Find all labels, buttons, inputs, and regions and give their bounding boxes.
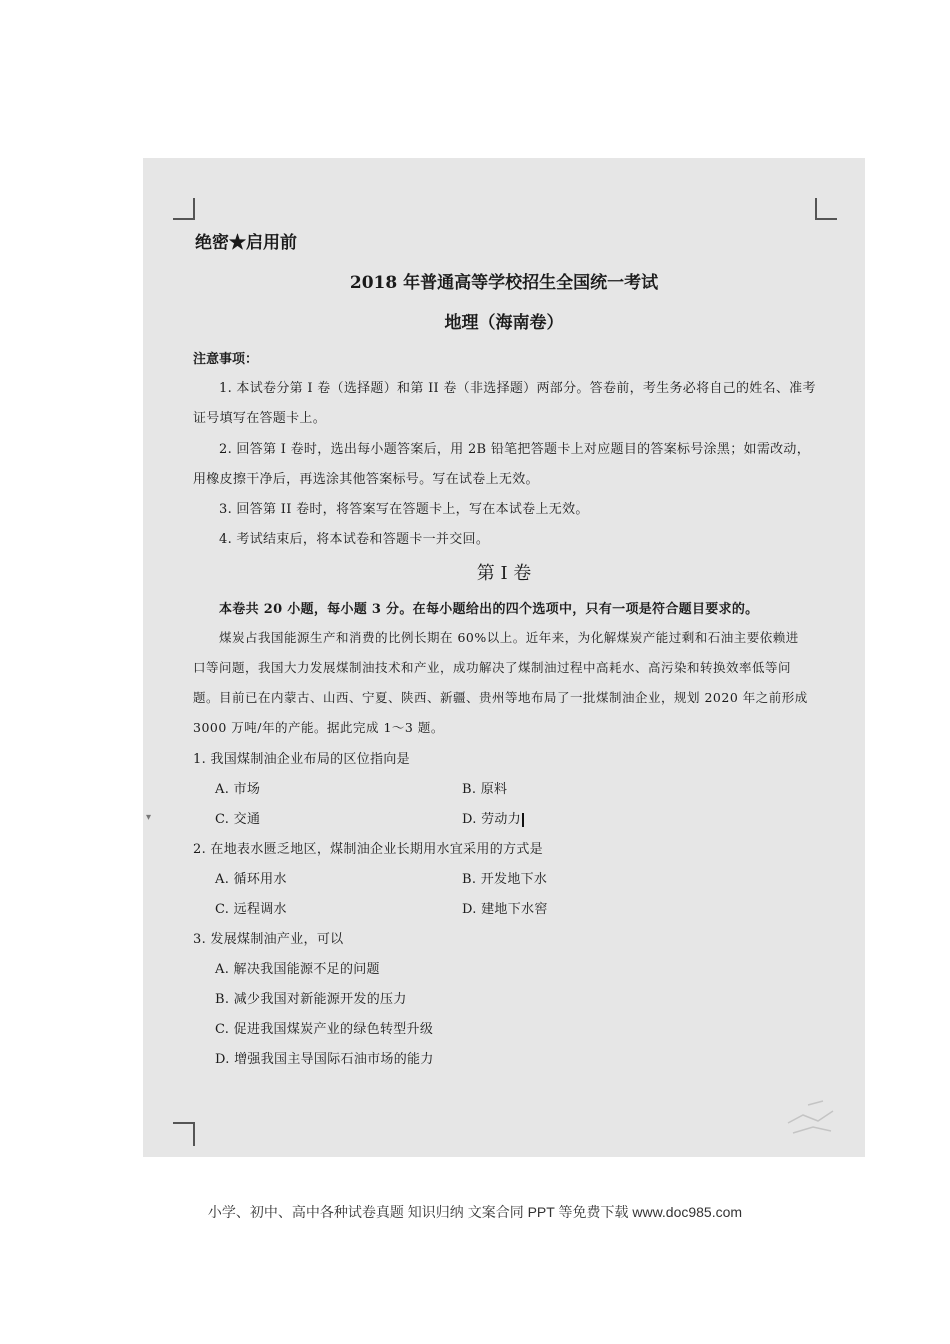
option-1d-text: D. 劳动力 bbox=[462, 812, 522, 827]
notice-heading: 注意事项： bbox=[193, 352, 259, 367]
passage-line: 口等问题，我国大力发展煤制油技术和产业，成功解决了煤制油过程中高耗水、高污染和转换效率低等问 bbox=[193, 660, 792, 675]
scan-smudge bbox=[783, 1093, 843, 1138]
passage-line: 题。目前已在内蒙古、山西、宁夏、陕西、新疆、贵州等地布局了一批煤制油企业，规划 2020 年之前形成 bbox=[193, 690, 808, 705]
option-1a: A. 市场 bbox=[215, 782, 261, 797]
question-stem: 2. 在地表水匮乏地区，煤制油企业长期用水宜采用的方式是 bbox=[193, 842, 543, 857]
option-2d: D. 建地下水窖 bbox=[462, 902, 548, 917]
margin-marker-icon: ▾ bbox=[146, 812, 152, 823]
crop-mark-top-right bbox=[815, 198, 837, 220]
option-1d bbox=[462, 808, 524, 827]
notice-line: 用橡皮擦干净后，再选涂其他答案标号。写在试卷上无效。 bbox=[193, 472, 539, 487]
passage-line: 3000 万吨/年的产能。据此完成 1～3 题。 bbox=[193, 720, 444, 735]
section-title: 第 I 卷 bbox=[476, 563, 532, 584]
option-2b: B. 开发地下水 bbox=[462, 872, 548, 887]
passage-line: 煤炭占我国能源生产和消费的比例长期在 60%以上。近年来，为化解煤炭产能过剩和石油主要依赖进 bbox=[219, 630, 799, 645]
option-3d: D. 增强我国主导国际石油市场的能力 bbox=[215, 1052, 434, 1067]
crop-mark-top-left bbox=[173, 198, 195, 220]
notice-line: 证号填写在答题卡上。 bbox=[193, 411, 327, 426]
footer-text: 小学、初中、高中各种试卷真题 知识归纳 文案合同 PPT 等免费下载 www.doc985.com bbox=[207, 1204, 743, 1220]
option-2a: A. 循环用水 bbox=[215, 872, 287, 887]
notice-line: 3. 回答第 II 卷时，将答案写在答题卡上，写在本试卷上无效。 bbox=[219, 502, 589, 517]
section-intro: 本卷共 20 小题，每小题 3 分。在每小题给出的四个选项中，只有一项是符合题目要求的。 bbox=[219, 602, 759, 617]
notice-line: 4. 考试结束后，将本试卷和答题卡一并交回。 bbox=[219, 532, 490, 547]
scanned-exam-page bbox=[143, 158, 865, 1157]
question-stem: 3. 发展煤制油产业，可以 bbox=[193, 932, 344, 947]
notice-line: 2. 回答第 I 卷时，选出每小题答案后，用 2B 铅笔把答题卡上对应题目的答案标号涂黑；如需改动， bbox=[219, 442, 811, 457]
notice-line: 1. 本试卷分第 I 卷（选择题）和第 II 卷（非选择题）两部分。答卷前，考生务必将自己的姓名、准考 bbox=[219, 381, 816, 396]
crop-mark-bottom-left bbox=[173, 1122, 195, 1146]
option-3a: A. 解决我国能源不足的问题 bbox=[215, 962, 380, 977]
text-cursor bbox=[522, 813, 524, 827]
exam-subtitle: 地理（海南卷） bbox=[444, 313, 564, 333]
option-3b: B. 减少我国对新能源开发的压力 bbox=[215, 992, 407, 1007]
option-1b: B. 原料 bbox=[462, 782, 508, 797]
option-1c: C. 交通 bbox=[215, 812, 261, 827]
exam-title: 2018 年普通高等学校招生全国统一考试 bbox=[349, 273, 659, 293]
question-stem: 1. 我国煤制油企业布局的区位指向是 bbox=[193, 752, 410, 767]
confidential-label: 绝密★启用前 bbox=[195, 233, 297, 253]
option-3c: C. 促进我国煤炭产业的绿色转型升级 bbox=[215, 1022, 434, 1037]
option-2c: C. 远程调水 bbox=[215, 902, 287, 917]
